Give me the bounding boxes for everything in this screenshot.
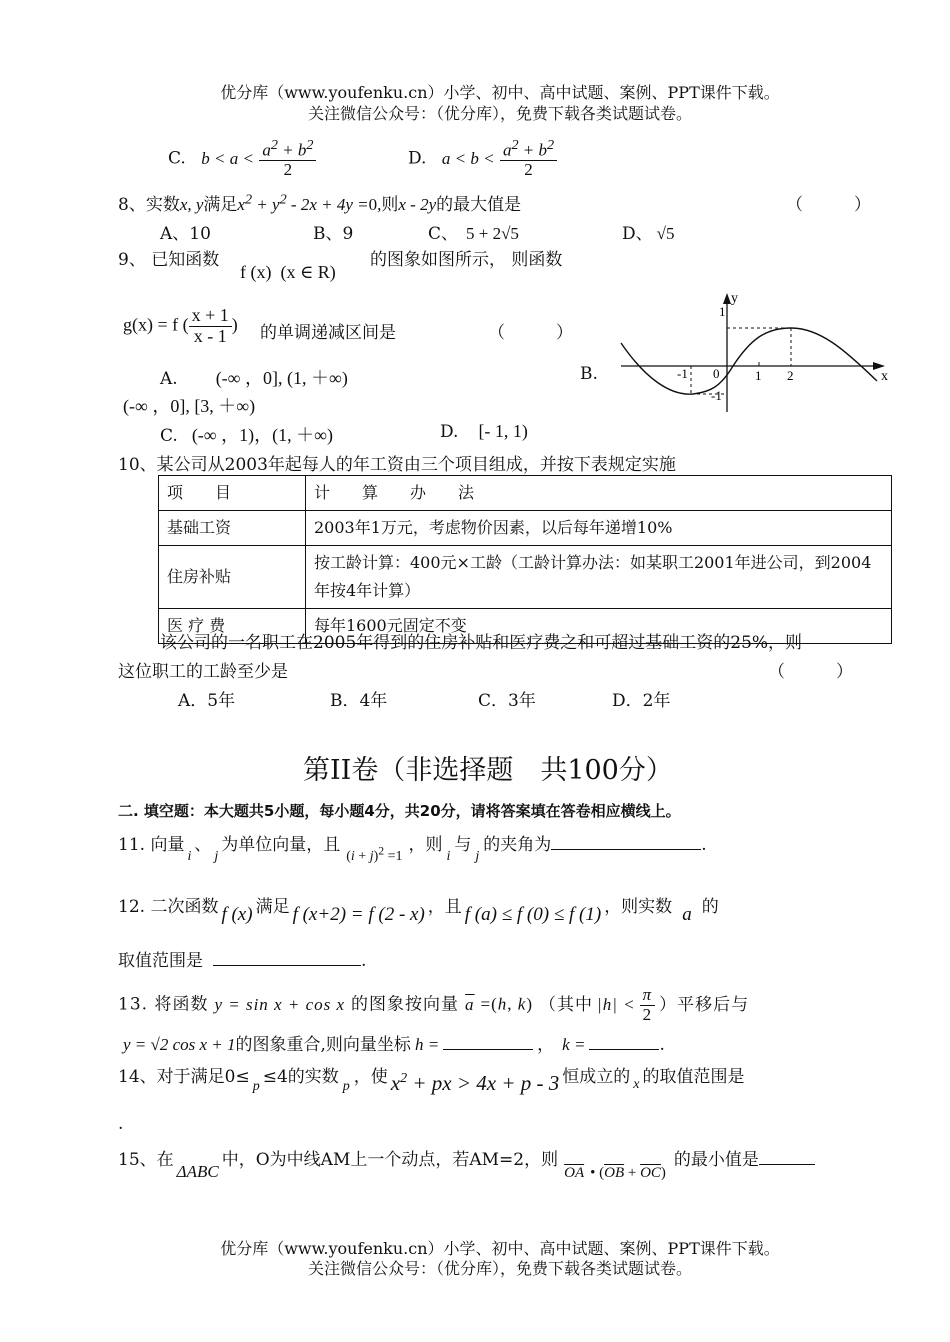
q10-follow-line-2: 这位职工的工龄至少是 [118, 662, 288, 682]
q12-line-2: 取值范围是 . [118, 951, 367, 971]
q10-option-b: B．4年 [330, 691, 388, 711]
q8-option-c: C、 5 + 2√5 [428, 224, 519, 244]
q10-stem: 10、某公司从2003年起每人的年工资由三个项目组成，并按下表规定实施 [118, 455, 676, 475]
q9-option-b: (-∞ ，0], [3, ＋∞) [123, 396, 256, 416]
q9-stem-c: 的单调递减区间是 [260, 323, 396, 343]
graph-curve [621, 328, 877, 394]
graph-x-label: x [881, 369, 888, 384]
table-cell: 医 疗 费 [159, 609, 306, 644]
section-2-title: 第II卷（非选择题 共100分） [303, 755, 673, 786]
q7-fraction-c: $\frac{a^2 + b^2}{2}$ [259, 138, 316, 180]
table-cell: 基础工资 [159, 511, 306, 546]
q14-line: 14、对于满足0≤ $_p$ ≤4的实数 $_p$ ，使 $x^2$ + px > 4x + p - 3 恒成立的 $_x$ 的取值范围是 [118, 1067, 745, 1095]
graph-tick-y-1: 1 [719, 304, 726, 319]
q8-answer-paren: （ ） [786, 195, 871, 215]
table-header-row [159, 476, 892, 511]
header-line-2: 关注微信公众号：（优分库），免费下载各类试题试卷。 [307, 104, 692, 123]
q15-line: 15、在ΔABC中，O为中线AM上一个动点，若AM=2，则$\overline{OA}$ • $(\overline{OB} + \overline{OC})$的最小值是 [118, 1145, 815, 1182]
q7-fraction-d: $\frac{a^2 + b^2}{2}$ [500, 138, 557, 180]
q8-option-d: D、 √5 [622, 224, 675, 244]
table-cell: 每年1600元固定不变 [306, 609, 892, 644]
header-line-1: 优分库（www.youfenku.cn）小学、初中、高中试题、案例、PPT课件下载。 [220, 83, 780, 102]
q10-follow-line-1: 该公司的一名职工在2005年得到的住房补贴和医疗费之和可超过基础工资的25%，则 [160, 633, 803, 653]
graph-tick-y-neg1: -1 [711, 388, 722, 403]
q9-option-a: A. (-∞ ，0], (1, ＋∞) [160, 368, 348, 389]
q13-line-2: y = √2 cos x + 1的图象重合,则向量坐标 h = ， k = . [123, 1035, 665, 1055]
q13-line-1: 13. 将函数 y = sin x + cos x 的图象按向量 $\overline{a} =(h$, k) （其中 |h| < $\frac{\pi}{2}$ ）平移后与 [118, 985, 750, 1024]
q9-stem-a: 9、 已知函数 [118, 250, 220, 270]
q7-option-d: D. a < b < $\frac{a^2 + b^2}{2}$ [408, 138, 557, 180]
table-cell: 住房补贴 [159, 546, 306, 609]
q8-stem: 8、实数x, y满足$x^2 + y^2 - 2x + 4y =0$,则x - 2y的最大值是 [118, 191, 522, 215]
table-row [159, 546, 892, 609]
section-2-part-title: 二. 填空题：本大题共5小题，每小题4分，共20分，请将答案填在答卷相应横线上。 [118, 802, 681, 820]
graph-tick-x-neg1: -1 [677, 366, 688, 381]
q10-option-a: A．5年 [178, 691, 236, 711]
graph-tick-x-1: 1 [755, 368, 762, 383]
table-cell: 按工龄计算：400元×工龄（工龄计算办法：如某职工2001年进公司，到2004年按4年计算） [306, 546, 892, 609]
q10-answer-paren: （ ） [768, 662, 853, 682]
q7-option-c: C. b < a < $\frac{a^2 + b^2}{2}$ [168, 138, 316, 180]
q9-function-f: f (x) (x ∈ R) [240, 262, 336, 282]
graph-tick-x-2: 2 [787, 368, 794, 383]
graph-y-label: y [731, 291, 738, 306]
q10-option-c: C．3年 [478, 691, 536, 711]
table-header-cell: 计 算 办 法 [306, 476, 892, 511]
q8-option-a: A、10 [160, 224, 211, 244]
q9-option-b-label: B. [580, 364, 598, 384]
q8-option-b: B、9 [313, 224, 354, 244]
salary-table [158, 475, 892, 644]
q9-function-graph [615, 288, 895, 418]
q9-option-d: D. [- 1, 1) [440, 421, 528, 442]
table-row [159, 511, 892, 546]
footer-line-1: 优分库（www.youfenku.cn）小学、初中、高中试题、案例、PPT课件下载。 [220, 1239, 780, 1258]
q9-answer-paren: （ ） [488, 323, 573, 343]
table-header-cell: 项 目 [159, 476, 306, 511]
q12-line: 12. 二次函数 f (x) 满足 f (x+2) = f (2 - x) ，且 f (a) ≤ f (0) ≤ f (1) ，则实数 a 的 [118, 897, 719, 925]
q10-option-d: D．2年 [612, 691, 671, 711]
graph-tick-x-0: 0 [713, 366, 720, 381]
q9-option-c: C. (-∞ ，1)，(1, ＋∞) [160, 425, 333, 446]
q9-stem-b: 的图象如图所示， 则函数 [370, 250, 563, 270]
table-cell: 2003年1万元，考虑物价因素，以后每年递增10% [306, 511, 892, 546]
q14-end: . [118, 1114, 124, 1134]
graph-y-arrow [723, 293, 731, 304]
q11-line: 11. 向量$_i$、$_j$为单位向量，且$_{(i + j)^2 =1}$，则$_i$与$_j$的夹角为 . [118, 835, 707, 864]
q9-function-g: g(x) = f ( $\frac{x + 1}{x - 1}$ ) [123, 305, 238, 346]
footer-line-2: 关注微信公众号：（优分库），免费下载各类试题试卷。 [307, 1259, 692, 1278]
